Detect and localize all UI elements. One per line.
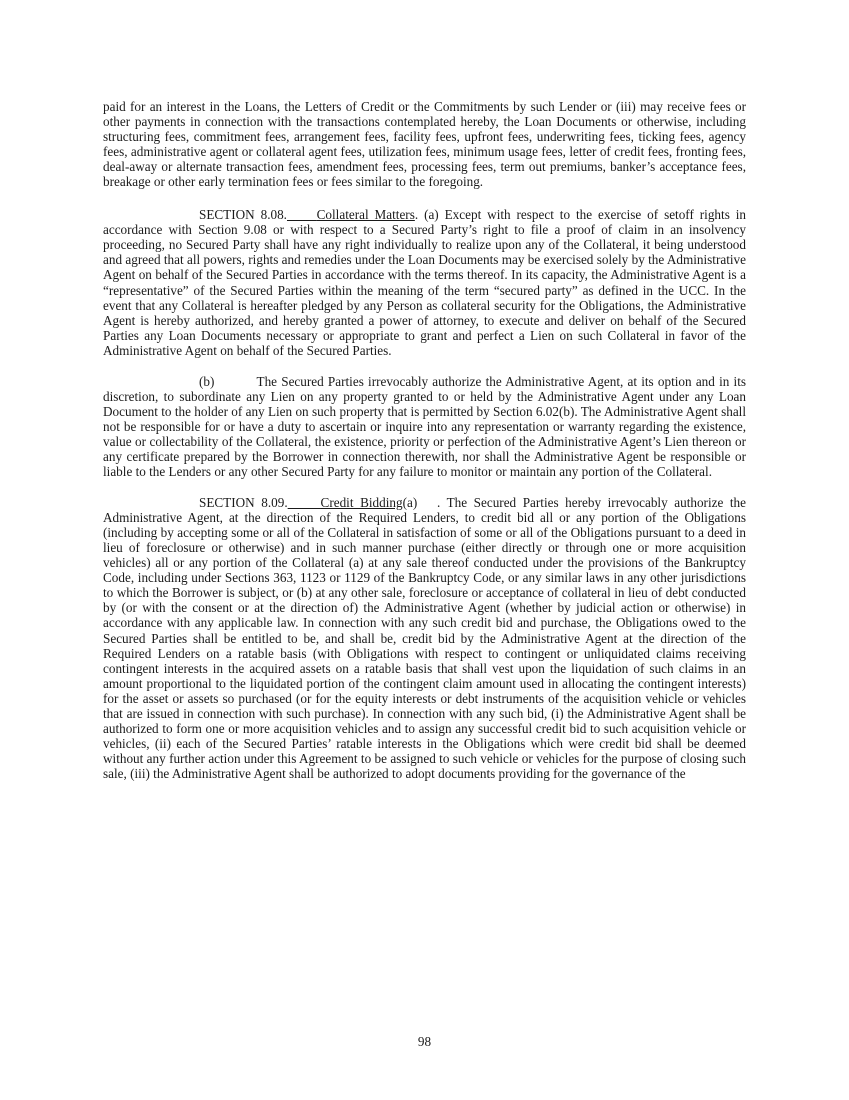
page-number: 98 bbox=[417, 1034, 432, 1049]
section-8-08-paragraph bbox=[103, 207, 746, 357]
section-8-09-label: SECTION 8.09. bbox=[199, 495, 288, 511]
section-8-08-b-body: The Secured Parties irrevocably authorize the Administrative Agent, at its option and in its discretion, to subordinate any Lien on any property granted to or held by the Administrative Agent under any Loan Document to the holder of any Lien on such property that is permitted by Section 6.02(b). The Administrative Agent shall not be responsible for or have a duty to ascertain or inquire into any representation or warranty regarding the existence, value or collectability of the Collateral, the existence, priority or perfection of the Administrative Agent’s Lien thereon or any certificate prepared by the Borrower in connection therewith, nor shall the Administrative Agent be responsible or liable to the Lenders or any other Secured Party for any failure to monitor or maintain any portion of the Collateral. bbox=[103, 373, 746, 480]
section-8-09-body: . The Secured Parties hereby irrevocably authorize the Administrative Agent, at the direction of the Required Lenders, to credit bid all or any portion of the Obligations (including by accepting some or all of the Collateral in satisfaction of some or all of the Obligations pursuant to a deed in lieu of foreclosure or otherwise) and in such manner purchase (either directly or through one or more acquisition vehicles) all or any portion of the Collateral (a) at any sale thereof conducted under the provisions of the Bankruptcy Code, including under Sections 363, 1123 or 1129 of the Bankruptcy Code, or any similar laws in any other jurisdictions to which the Borrower is subject, or (b) at any other sale, foreclosure or acceptance of collateral in lieu of debt conducted by (or with the consent or at the direction of) the Administrative Agent (whether by judicial action or otherwise) in accordance with any applicable law. In connection with any such credit bid and purchase, the Obligations owed to the Secured Parties shall be entitled to be, and shall be, credit bid by the Administrative Agent at the direction of the Required Lenders on a ratable basis (with Obligations with respect to contingent or unliquidated claims receiving contingent interests in the acquired assets on a ratable basis that shall vest upon the liquidation of such claims in an amount proportional to the liquidated portion of the contingent claim amount used in allocating the contingent interests) for the asset or assets so purchased (or for the equity interests or debt instruments of the acquisition vehicle or vehicles that are issued in connection with such purchase). In connection with any such bid, (i) the Administrative Agent shall be authorized to form one or more acquisition vehicles and to assign any successful credit bid to such acquisition vehicle or vehicles, (ii) each of the Secured Parties’ ratable interests in the Obligations which were credit bid shall be deemed without any further action under this Agreement to be assigned to such vehicle or vehicles for the purpose of closing such sale, (iii) the Administrative Agent shall be authorized to adopt documents providing for the governance of the bbox=[103, 495, 747, 781]
section-8-08-body: . (a) Except with respect to the exercise of setoff rights in accordance with Section 9.08 or with respect to a Secured Party’s right to file a proof of claim in an insolvency proceeding, no Secured Party shall have any right individually to realize upon any of the Collateral, it being understood and agreed that all powers, rights and remedies under the Loan Documents may be exercised solely by the Administrative Agent on behalf of the Secured Parties in accordance with the terms thereof. In its capacity, the Administrative Agent is a “representative” of the Secured Parties within the meaning of the term “secured party” as defined in the UCC. In the event that any Collateral is hereafter pledged by any Person as collateral security for the Obligations, the Administrative Agent is hereby authorized, and hereby granted a power of attorney, to execute and deliver on behalf of the Secured Parties any Loan Documents necessary or appropriate to grant and perfect a Lien on such Collateral in favor of the Administrative Agent on behalf of the Secured Parties. bbox=[103, 207, 747, 358]
document-page bbox=[103, 99, 746, 781]
section-8-08-b-paragraph bbox=[103, 374, 746, 479]
section-8-08-title: Collateral Matters bbox=[316, 207, 415, 223]
section-8-09-title: Credit Bidding bbox=[320, 495, 403, 511]
section-8-08-label: SECTION 8.08. bbox=[199, 207, 287, 223]
paragraph-continuation: paid for an interest in the Loans, the Letters of Credit or the Commitments by such Lender or (iii) may receive fees or other payments in connection with the transactions contemplated hereby, the Loan Documents or otherwise, including structuring fees, commitment fees, arrangement fees, facility fees, upfront fees, underwriting fees, ticking fees, agency fees, administrative agent or collateral agent fees, utilization fees, minimum usage fees, letter of credit fees, fronting fees, deal-away or alternate transaction fees, amendment fees, processing fees, term out premiums, banker’s acceptance fees, breakage or other early termination fees or fees similar to the foregoing. bbox=[103, 99, 746, 190]
section-8-09-paragraph bbox=[103, 495, 746, 781]
section-8-08-b-label: (b) bbox=[199, 373, 215, 389]
section-8-09-subsection: (a) bbox=[402, 495, 418, 511]
